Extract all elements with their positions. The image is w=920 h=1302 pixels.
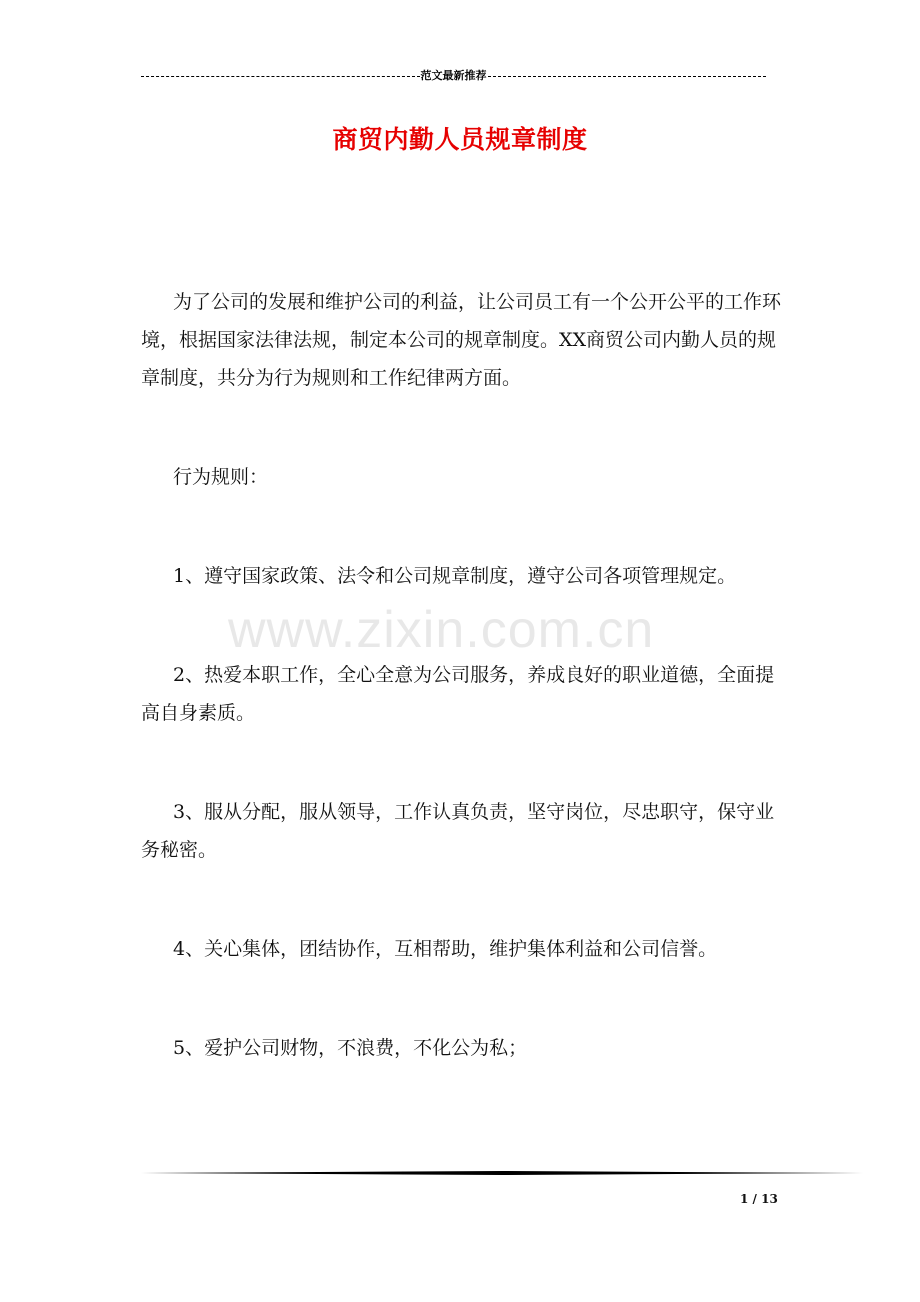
page-indicator: 1 / 13 [740, 1192, 778, 1206]
paragraph-section-heading: 行为规则： [173, 466, 269, 488]
paragraph-rule-3: 3、服从分配，服从领导，工作认真负责，坚守岗位，尽忠职守，保守业务秘密。 [141, 801, 775, 861]
header-label: 范文最新推荐 [420, 69, 487, 82]
document-body [141, 283, 791, 1128]
paragraph-rule-5: 5、爱护公司财物，不浪费，不化公为私； [173, 1037, 528, 1059]
page-header [141, 68, 766, 84]
paragraph-rule-2: 2、热爱本职工作，全心全意为公司服务，养成良好的职业道德，全面提高自身素质。 [141, 664, 775, 724]
header-dash-right [488, 76, 767, 77]
paragraph-rule-4: 4、关心集体，团结协作，互相帮助，维护集体利益和公司信誉。 [173, 938, 718, 960]
paragraph-intro: 为了公司的发展和维护公司的利益，让公司员工有一个公开公平的工作环境，根据国家法律法规，制定本公司的规章制度。XX商贸公司内勤人员的规章制度，共分为行为规则和工作纪律两方面。 [141, 291, 782, 389]
watermark: www.zixin.com.cn [228, 601, 655, 659]
document-title: 商贸内勤人员规章制度 [332, 125, 588, 154]
header-dash-left [141, 76, 420, 77]
paragraph-rule-1: 1、遵守国家政策、法令和公司规章制度，遵守公司各项管理规定。 [173, 565, 737, 587]
footer-rule [141, 1171, 863, 1175]
